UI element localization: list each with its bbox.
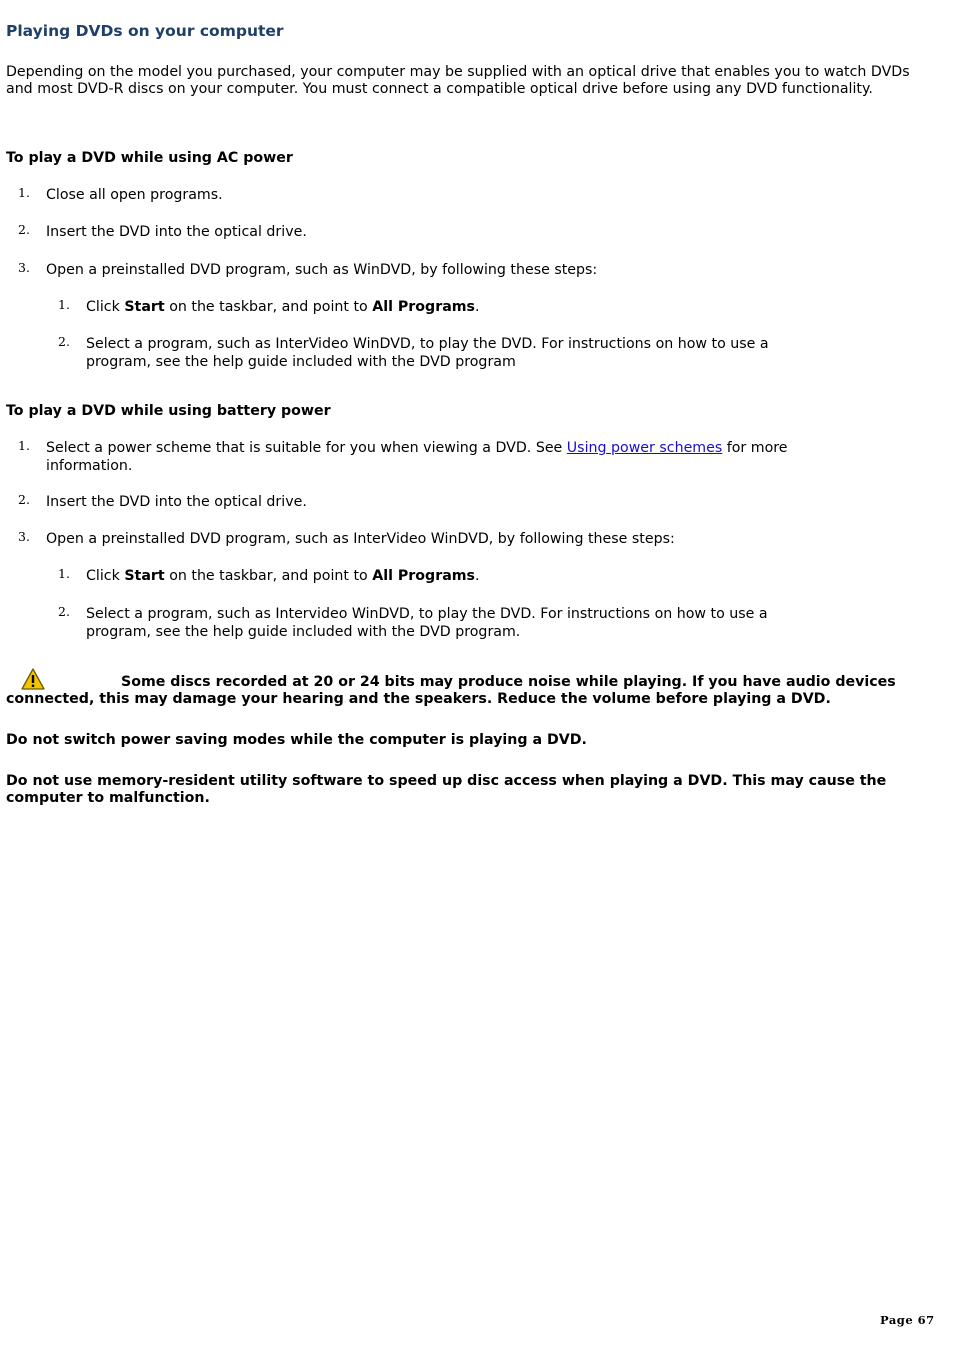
step-number: 1.	[18, 185, 30, 200]
step-text: Insert the DVD into the optical drive.	[46, 224, 307, 240]
page-number: Page 67	[880, 1313, 935, 1327]
power-saving-note: Do not switch power saving modes while the computer is playing a DVD.	[6, 732, 587, 748]
step-text: Select a power scheme that is suitable for you when viewing a DVD. See Using power schemes for more information.	[46, 440, 788, 474]
substep-text: Select a program, such as Intervideo WinDVD, to play the DVD. For instructions on how to use a program, see the help guide included with the DVD program.	[86, 606, 768, 640]
warning-note: Some discs recorded at 20 or 24 bits may produce noise while playing. If you have audio devices connected, this may damage your hearing and the speakers. Reduce the volume before playing a DVD.	[6, 674, 896, 707]
step-text: Open a preinstalled DVD program, such as WinDVD, by following these steps:	[46, 262, 598, 278]
intro-paragraph: Depending on the model you purchased, your computer may be supplied with an optical drive that enables you to watch DVDs and most DVD-R discs on your computer. You must connect a compatible optical drive before using any DVD functionality.	[6, 64, 910, 97]
all-programs-label: All Programs	[372, 299, 475, 315]
start-label: Start	[124, 568, 165, 584]
ac-power-heading: To play a DVD while using AC power	[6, 150, 293, 166]
substep-text: Select a program, such as InterVideo WinDVD, to play the DVD. For instructions on how to use a program, see the help guide included with the DVD program	[86, 336, 769, 370]
using-power-schemes-link[interactable]: Using power schemes	[566, 440, 723, 456]
step-text: Open a preinstalled DVD program, such as InterVideo WinDVD, by following these steps:	[46, 531, 675, 547]
start-label: Start	[124, 299, 165, 315]
step-text: Insert the DVD into the optical drive.	[46, 494, 307, 510]
step-number: 1.	[18, 438, 30, 453]
step-number: 3.	[18, 260, 30, 275]
substep-number: 1.	[58, 566, 70, 581]
substep-text: Click Start on the taskbar, and point to All Programs.	[86, 299, 480, 315]
page-title: Playing DVDs on your computer	[6, 22, 284, 40]
step-text: Close all open programs.	[46, 187, 223, 203]
substep-number: 1.	[58, 297, 70, 312]
substep-text: Click Start on the taskbar, and point to All Programs.	[86, 568, 480, 584]
memory-resident-note: Do not use memory-resident utility software to speed up disc access when playing a DVD. This may cause the computer to malfunction.	[6, 773, 887, 806]
step-number: 2.	[18, 222, 30, 237]
all-programs-label: All Programs	[372, 568, 475, 584]
substep-number: 2.	[58, 604, 70, 619]
substep-number: 2.	[58, 334, 70, 349]
step-number: 3.	[18, 529, 30, 544]
battery-power-heading: To play a DVD while using battery power	[6, 403, 331, 419]
step-number: 2.	[18, 492, 30, 507]
